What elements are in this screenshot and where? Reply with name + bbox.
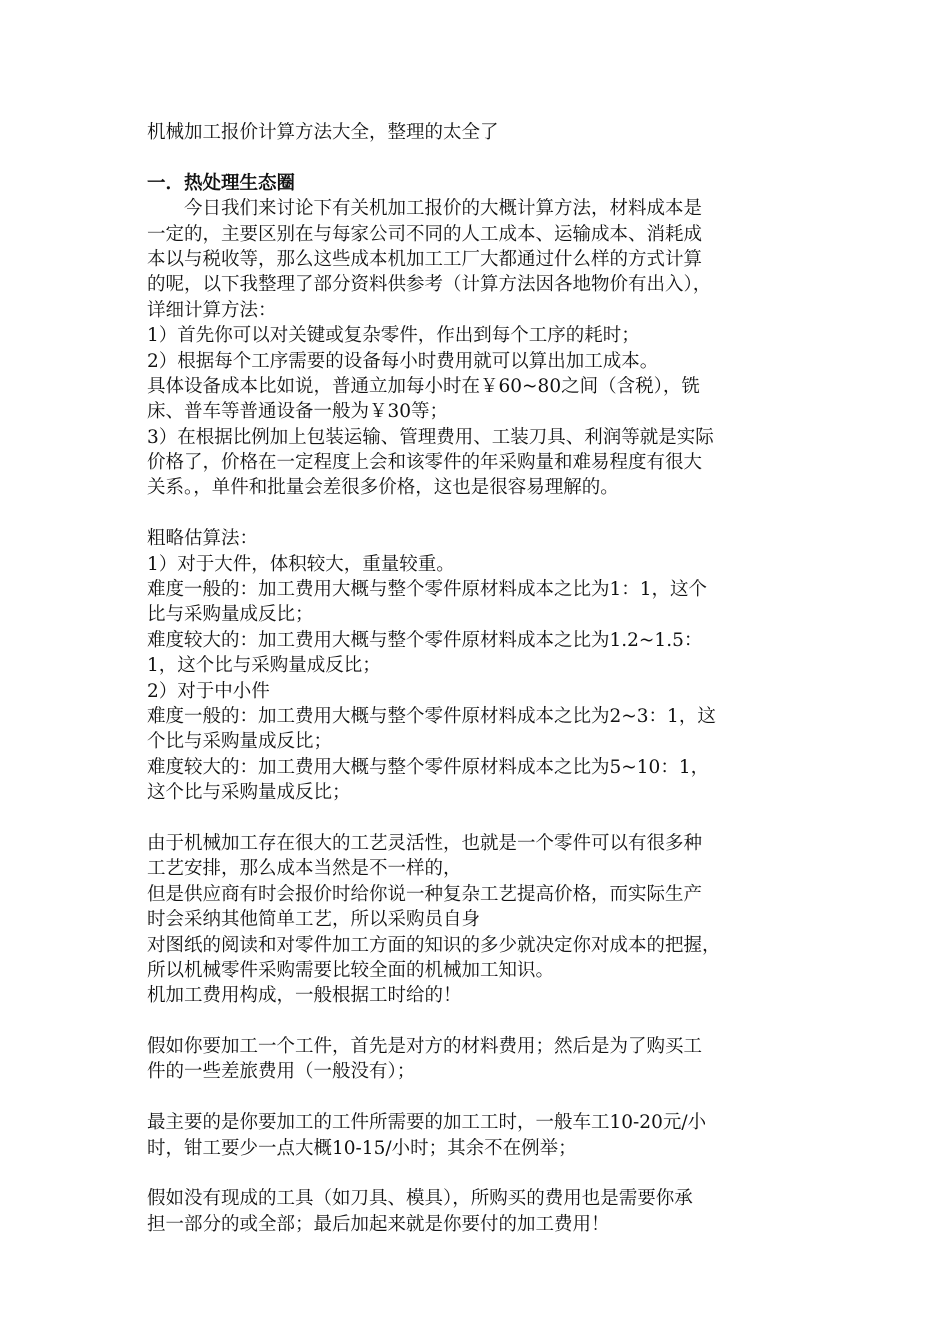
spacer <box>147 501 817 526</box>
flexibility-line: 机加工费用构成，一般根据工时给的！ <box>147 985 462 1007</box>
spacer <box>147 806 817 831</box>
intro-line: 关系。，单件和批量会差很多价格，这也是很容易理解的。 <box>147 477 619 499</box>
estimate-heading: 粗略估算法： <box>147 528 259 550</box>
document-title: 机械加工报价计算方法大全，整理的太全了 <box>147 122 499 143</box>
flexibility-line: 由于机械加工存在很大的工艺灵活性，也就是一个零件可以有很多种 <box>147 832 703 854</box>
spacer <box>147 1085 817 1110</box>
flexibility-line: 工艺安排，那么成本当然是不一样的， <box>147 858 462 880</box>
tooling-cost-line: 担一部分的或全部；最后加起来就是你要付的加工费用！ <box>147 1213 610 1235</box>
flexibility-line: 对图纸的阅读和对零件加工方面的知识的多少就决定你对成本的把握， <box>147 934 721 956</box>
estimate-line: 2）对于中小件 <box>147 680 270 702</box>
intro-step-2: 2）根据每个工序需要的设备每小时费用就可以算出加工成本。 <box>147 350 659 372</box>
intro-line: 具体设备成本比如说，普通立加每小时在￥60~80之间（含税），铣 <box>147 375 700 397</box>
document-body <box>147 120 817 1237</box>
estimate-line: 难度较大的：加工费用大概与整个零件原材料成本之比为5~10：1， <box>147 756 710 778</box>
flexibility-line: 所以机械零件采购需要比较全面的机械加工知识。 <box>147 959 555 981</box>
tooling-cost-line: 假如没有现成的工具（如刀具、模具），所购买的费用也是需要你承 <box>147 1188 693 1210</box>
estimate-line: 1，这个比与采购量成反比； <box>147 655 381 677</box>
intro-line: 一定的，主要区别在与每家公司不同的人工成本、运输成本、消耗成 <box>147 223 703 245</box>
estimate-line: 难度较大的：加工费用大概与整个零件原材料成本之比为1.2~1.5： <box>147 629 703 651</box>
estimate-line: 这个比与采购量成反比； <box>147 782 351 804</box>
flexibility-line: 但是供应商有时会报价时给你说一种复杂工艺提高价格，而实际生产 <box>147 883 703 905</box>
estimate-line: 难度一般的：加工费用大概与整个零件原材料成本之比为1：1，这个 <box>147 579 708 601</box>
labor-hours-line: 时，钳工要少一点大概10-15/小时；其余不在例举； <box>147 1137 577 1159</box>
estimate-line: 难度一般的：加工费用大概与整个零件原材料成本之比为2~3：1，这 <box>147 705 716 727</box>
intro-line: 床、普车等普通设备一般为￥30等； <box>147 401 449 423</box>
section-heading: 一．热处理生态圈 <box>147 172 296 194</box>
spacer <box>147 1161 817 1186</box>
intro-step-3: 3）在根据比例加上包装运输、管理费用、工装刀具、利润等就是实际 <box>147 426 714 448</box>
spacer <box>147 145 817 170</box>
intro-step-1: 1）首先你可以对关键或复杂零件，作出到每个工序的耗时； <box>147 325 640 347</box>
material-cost-line: 假如你要加工一个工件，首先是对方的材料费用；然后是为了购买工 <box>147 1036 703 1058</box>
estimate-line: 1）对于大件，体积较大，重量较重。 <box>147 553 455 575</box>
material-cost-line: 件的一些差旅费用（一般没有）； <box>147 1061 416 1083</box>
intro-line: 的呢，以下我整理了部分资料供参考（计算方法因各地物价有出入）， <box>147 274 712 296</box>
spacer <box>147 1009 817 1034</box>
flexibility-line: 时会采纳其他简单工艺，所以采购员自身 <box>147 909 481 931</box>
intro-line: 价格了，价格在一定程度上会和该零件的年采购量和难易程度有很大 <box>147 452 703 474</box>
estimate-line: 比与采购量成反比； <box>147 604 314 626</box>
estimate-line: 个比与采购量成反比； <box>147 731 333 753</box>
intro-line: 今日我们来讨论下有关机加工报价的大概计算方法，材料成本是 <box>184 198 703 220</box>
intro-line: 本以与税收等，那么这些成本机加工工厂大都通过什么样的方式计算 <box>147 248 703 270</box>
intro-line: 详细计算方法： <box>147 299 277 321</box>
labor-hours-line: 最主要的是你要加工的工件所需要的加工工时，一般车工10-20元/小 <box>147 1112 707 1134</box>
